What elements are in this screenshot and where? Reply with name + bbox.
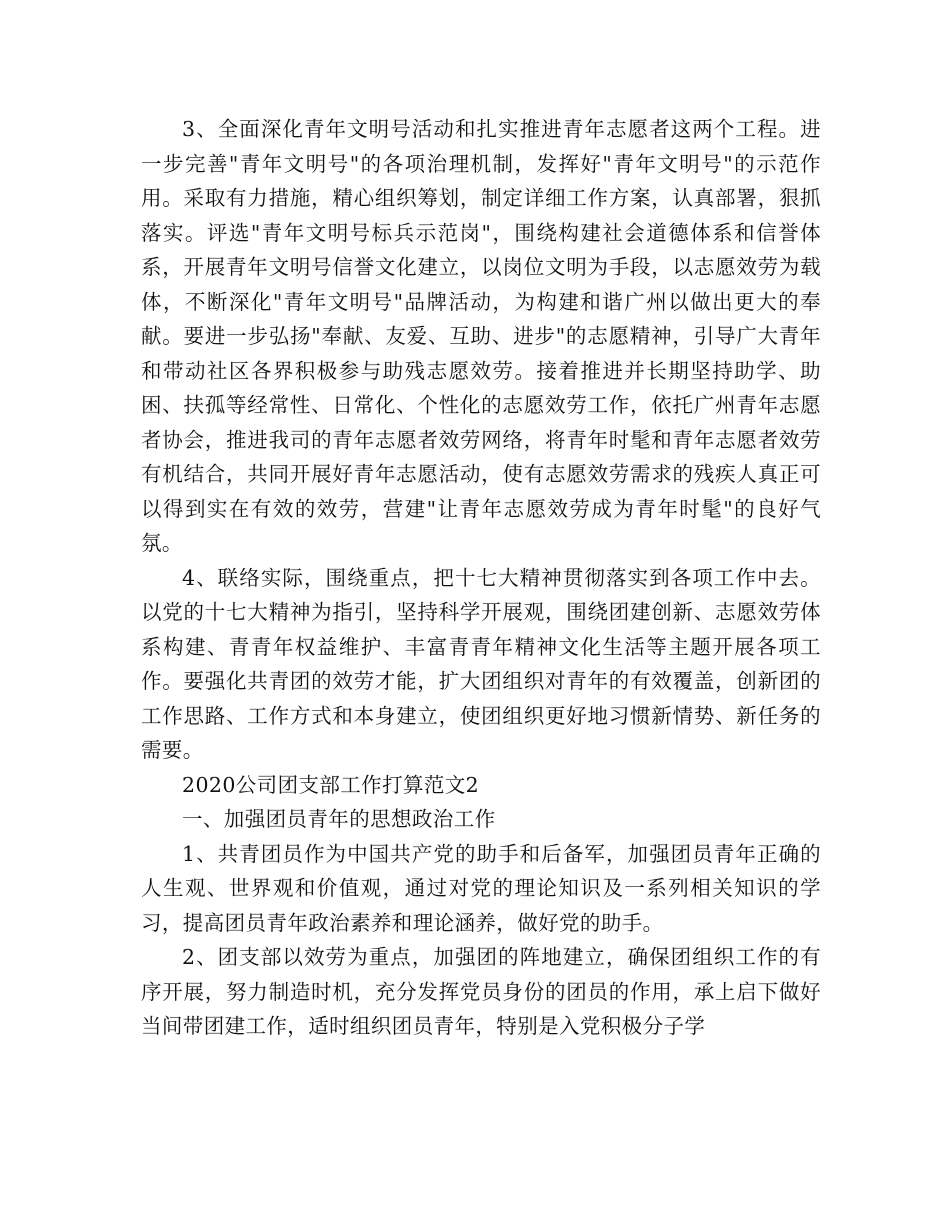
paragraph-item-3: 3、全面深化青年文明号活动和扎实推进青年志愿者这两个工程。进一步完善"青年文明号"的各项治理机制，发挥好"青年文明号"的示范作用。采取有力措施，精心组织筹划，制定详细工作方案，认真部署，狠抓落实。评选"青年文明号标兵示范岗"，围绕构建社会道德体系和信誉体系，开展青年文明号信誉文化建立，以岗位文明为手段，以志愿效劳为载体，不断深化"青年文明号"品牌活动，为构建和谐广州以做出更大的奉献。要进一步弘扬"奉献、友爱、互助、进步"的志愿精神，引导广大青年和带动社区各界积极参与助残志愿效劳。接着推进并长期坚持助学、助困、扶孤等经常性、日常化、个性化的志愿效劳工作，依托广州青年志愿者协会，推进我司的青年志愿者效劳网络，将青年时髦和青年志愿者效劳有机结合，共同开展好青年志愿活动，使有志愿效劳需求的残疾人真正可以得到实在有效的效劳，营建"让青年志愿效劳成为青年时髦"的良好气氛。 bbox=[141, 117, 821, 555]
section-heading-1: 一、加强团员青年的思想政治工作 bbox=[182, 807, 496, 831]
paragraph-item-2: 2、团支部以效劳为重点，加强团的阵地建立，确保团组织工作的有序开展，努力制造时机，充分发挥党员身份的团员的作用，承上启下做好当间带团建工作，适时组织团员青年，特别是入党积极分子学 bbox=[141, 945, 821, 1038]
document-body bbox=[141, 112, 821, 1044]
section-title: 2020公司团支部工作打算范文2 bbox=[182, 772, 480, 797]
paragraph-item-4: 4、联络实际，围绕重点，把十七大精神贯彻落实到各项工作中去。以党的十七大精神为指引，坚持科学开展观，围绕团建创新、志愿效劳体系构建、青青年权益维护、丰富青青年精神文化生活等主题开展各项工作。要强化共青团的效劳才能，扩大团组织对青年的有效覆盖，创新团的工作思路、工作方式和本身建立，使团组织更好地习惯新情势、新任务的需要。 bbox=[141, 565, 821, 762]
paragraph-item-1: 1、共青团员作为中国共产党的助手和后备军，加强团员青年正确的人生观、世界观和价值观，通过对党的理论知识及一系列相关知识的学习，提高团员青年政治素养和理论涵养，做好党的助手。 bbox=[141, 841, 821, 935]
